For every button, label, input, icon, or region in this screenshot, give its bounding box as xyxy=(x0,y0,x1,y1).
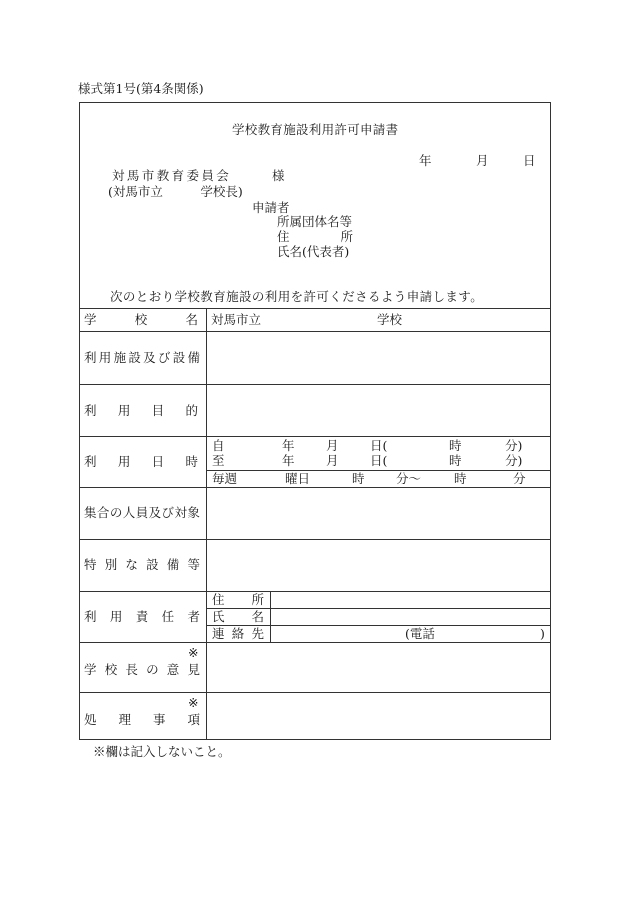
school-name-label xyxy=(84,314,198,327)
school-name-suffix: 学校 xyxy=(377,312,403,327)
school-name-prefix: 対馬市立 xyxy=(211,312,262,327)
address-label-char: 住 xyxy=(277,229,290,244)
label-char: 合 xyxy=(96,505,110,520)
responsible-contact-label xyxy=(212,628,264,641)
principal-opinion-mark: ※ xyxy=(188,645,199,660)
label-char: び xyxy=(157,350,171,365)
datetime-weekly-hour2: 時 xyxy=(454,471,467,486)
label-char: 責 xyxy=(135,609,149,624)
datetime-weekly-divider xyxy=(206,470,550,471)
purpose-label xyxy=(84,405,198,418)
label-char: 先 xyxy=(251,626,264,641)
datetime-to-year: 年 xyxy=(282,453,295,468)
label-char: 所 xyxy=(251,592,264,607)
phone-open: (電話 xyxy=(405,626,435,641)
label-char: 連 xyxy=(212,626,225,641)
date-year-label: 年 xyxy=(419,153,432,168)
datetime-from-year: 年 xyxy=(282,438,295,453)
label-char: 利 xyxy=(84,609,97,624)
application-statement: 次のとおり学校教育施設の利用を許可くださるよう申請します。 xyxy=(110,289,484,304)
row-divider xyxy=(80,539,550,540)
label-char: の xyxy=(146,662,159,677)
label-char: 員 xyxy=(135,505,149,520)
datetime-from-month: 月 xyxy=(326,438,339,453)
datetime-from-hour: 時 xyxy=(449,438,462,453)
datetime-to-day: 日( xyxy=(370,453,388,468)
label-char: 任 xyxy=(161,609,175,624)
label-char: 利 xyxy=(84,350,97,365)
label-char: 氏 xyxy=(212,609,225,624)
date-month-label: 月 xyxy=(476,153,489,168)
datetime-weekly-prefix: 毎週 xyxy=(212,471,238,486)
label-char: 備 xyxy=(187,350,200,365)
label-char: 住 xyxy=(212,592,225,607)
label-char: 設 xyxy=(128,350,141,365)
label-char: 者 xyxy=(187,609,200,624)
label-char: 用 xyxy=(98,350,112,365)
label-char: 時 xyxy=(185,454,198,469)
label-char: 設 xyxy=(172,350,186,365)
label-char: 事 xyxy=(152,712,166,727)
label-char: 用 xyxy=(117,403,131,418)
label-char: 特 xyxy=(84,557,97,572)
responsible-label xyxy=(84,611,200,624)
processing-label xyxy=(84,714,200,727)
processing-mark: ※ xyxy=(188,695,199,710)
footer-note: ※欄は記入しないこと。 xyxy=(93,744,231,759)
responsible-address-label xyxy=(212,594,264,607)
facility-label xyxy=(84,352,200,365)
datetime-weekly-weekday: 曜日 xyxy=(285,471,311,486)
label-char: 校 xyxy=(104,662,118,677)
datetime-from-prefix: 自 xyxy=(212,438,225,453)
school-name-field[interactable] xyxy=(207,332,550,383)
datetime-weekly-hour1: 時 xyxy=(352,471,365,486)
row-divider xyxy=(80,308,550,309)
label-char: 意 xyxy=(166,662,180,677)
label-char: 見 xyxy=(187,662,200,677)
purpose-field[interactable] xyxy=(207,385,550,435)
datetime-weekly-minute1: 分〜 xyxy=(396,471,422,486)
addressee-honorific: 様 xyxy=(272,168,285,183)
label-char: 処 xyxy=(84,712,97,727)
row-divider xyxy=(80,692,550,693)
row-divider xyxy=(80,436,550,437)
application-form xyxy=(79,102,551,740)
label-char: 項 xyxy=(187,712,200,727)
label-char: 目 xyxy=(151,403,165,418)
label-char: 象 xyxy=(187,505,200,520)
applicant-label: 申請者 xyxy=(252,200,290,215)
form-id: 様式第1号(第4条関係) xyxy=(78,81,204,96)
addressee: 対馬市教育委員会 xyxy=(112,168,232,183)
datetime-label xyxy=(84,456,198,469)
label-char: 用 xyxy=(109,609,123,624)
principal-line: (対馬市立 学校長) xyxy=(108,184,243,199)
label-char: 等 xyxy=(187,557,200,572)
principal-opinion-label xyxy=(84,664,200,677)
address-label-char: 所 xyxy=(340,229,353,244)
label-char: 及 xyxy=(143,350,156,365)
label-char: 理 xyxy=(118,712,131,727)
responsible-sub-divider xyxy=(270,591,271,642)
label-char: 学 xyxy=(84,312,97,327)
form-title: 学校教育施設利用許可申請書 xyxy=(232,122,399,137)
label-char: 集 xyxy=(84,505,97,520)
label-char: 名 xyxy=(251,609,264,624)
label-char: 別 xyxy=(104,557,118,572)
label-char: な xyxy=(125,557,138,572)
name-label: 氏名(代表者) xyxy=(277,244,350,259)
label-char: 利 xyxy=(84,403,97,418)
address-label xyxy=(277,231,353,244)
label-char: 校 xyxy=(134,312,148,327)
datetime-to-month: 月 xyxy=(326,453,339,468)
datetime-from-day: 日( xyxy=(370,438,388,453)
date-day-label: 日 xyxy=(523,153,536,168)
label-char: 絡 xyxy=(231,626,245,641)
row-divider xyxy=(80,642,550,643)
label-char: 学 xyxy=(84,662,97,677)
datetime-to-minute: 分) xyxy=(505,453,523,468)
label-char: 人 xyxy=(122,505,136,520)
label-char: 施 xyxy=(113,350,127,365)
label-char: 長 xyxy=(125,662,138,677)
label-char: 名 xyxy=(185,312,198,327)
label-char: 及 xyxy=(148,505,162,520)
label-char: 備 xyxy=(166,557,180,572)
label-char: 用 xyxy=(117,454,131,469)
datetime-to-prefix: 至 xyxy=(212,453,225,468)
row-divider xyxy=(80,591,550,592)
label-char: 対 xyxy=(174,505,187,520)
datetime-to-hour: 時 xyxy=(449,453,462,468)
datetime-weekly-minute2: 分 xyxy=(513,471,526,486)
datetime-from-minute: 分) xyxy=(505,438,523,453)
label-char: 設 xyxy=(146,557,159,572)
phone-close: ) xyxy=(540,626,545,641)
responsible-name-label xyxy=(212,611,264,624)
row-divider xyxy=(80,487,550,488)
org-label: 所属団体名等 xyxy=(277,214,353,229)
label-char: び xyxy=(161,505,175,520)
equipment-label xyxy=(84,559,200,572)
label-char: 利 xyxy=(84,454,97,469)
label-char: 日 xyxy=(151,454,165,469)
label-char: の xyxy=(109,505,123,520)
attendees-label xyxy=(84,507,200,520)
label-char: 的 xyxy=(185,403,198,418)
